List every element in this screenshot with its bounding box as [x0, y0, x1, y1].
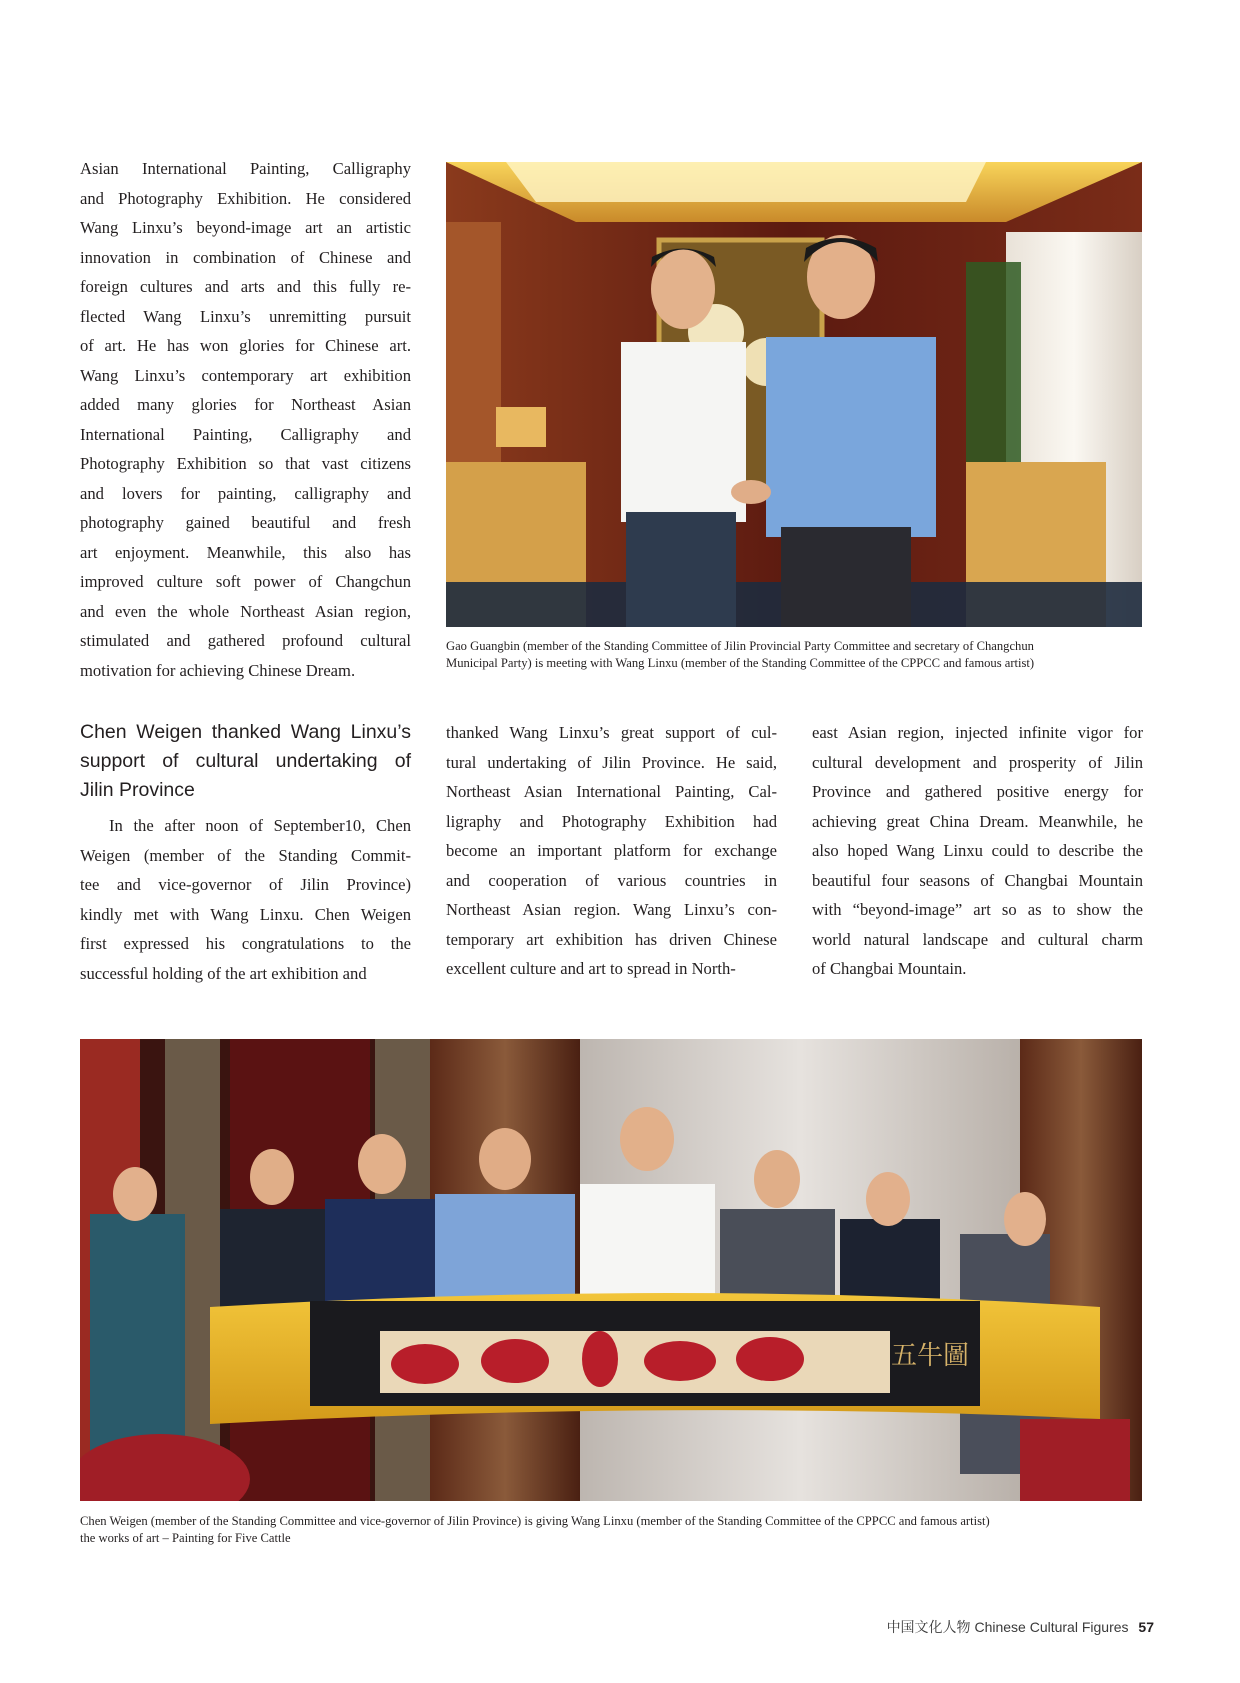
text-line: Northeast Asian region. Wang Linxu’s con- [446, 900, 777, 919]
text-line: Asian International Painting, Calligraphy [80, 159, 411, 178]
text-line: of art. He has won glories for Chinese art. [80, 336, 411, 355]
text-line: cultural development and prosperity of Jilin [812, 752, 1143, 772]
text-line: Weigen (member of the Standing Commit- [80, 845, 411, 865]
text-line: improved culture soft power of Changchun [80, 572, 411, 591]
article-column-2 [446, 718, 777, 984]
text-line: beautiful four seasons of Changbai Mountain [812, 870, 1143, 890]
text-line: temporary art exhibition has driven Chinese [446, 929, 777, 949]
column-1-body [80, 811, 411, 988]
text-line: become an important platform for exchange [446, 841, 777, 860]
text-line: world natural landscape and cultural charm [812, 929, 1143, 949]
caption-line: the works of art – Painting for Five Cattle [80, 1531, 291, 1545]
text-line: Wang Linxu’s contemporary art exhibition [80, 365, 411, 385]
five-cattle-scroll [210, 1293, 1100, 1424]
text-line: kindly met with Wang Linxu. Chen Weigen [80, 904, 411, 924]
text-line: first expressed his congratulations to the [80, 934, 411, 953]
text-line: east Asian region, injected infinite vigor for [812, 723, 1143, 742]
photo-five-cattle-presentation [80, 1039, 1142, 1501]
text-line: added many glories for Northeast Asian [80, 395, 411, 414]
text-line: foreign cultures and arts and this fully re- [80, 277, 411, 296]
text-line: and Photography Exhibition. He considered [80, 188, 411, 208]
caption-line: Chen Weigen (member of the Standing Committee and vice-governor of Jilin Province) is giving Wang Linxu (member of the Standing Committee of the CPPCC and famous artist) [80, 1514, 990, 1528]
page-number: 57 [1138, 1619, 1154, 1635]
heading-line: Jilin Province [80, 779, 195, 801]
text-line: art enjoyment. Meanwhile, this also has [80, 542, 411, 562]
text-line: stimulated and gathered profound cultural [80, 631, 411, 650]
text-line: Wang Linxu’s beyond-image art an artistic [80, 218, 411, 237]
text-line: Province and gathered positive energy for [812, 782, 1143, 801]
text-line: innovation in combination of Chinese and [80, 247, 411, 267]
intro-column [80, 154, 411, 685]
text-line: successful holding of the art exhibition and [80, 963, 367, 983]
photo-handshake-illustration [446, 162, 1142, 627]
text-line: tee and vice-governor of Jilin Province) [80, 875, 411, 894]
text-line: International Painting, Calligraphy and [80, 424, 411, 444]
section-heading [80, 718, 411, 805]
text-line: of Changbai Mountain. [812, 959, 967, 978]
text-line: flected Wang Linxu’s unremitting pursuit [80, 306, 411, 326]
article-column-1 [80, 718, 411, 988]
heading-line: Chen Weigen thanked Wang Linxu’s [80, 721, 411, 743]
text-line: with “beyond-image” art so as to show the [812, 900, 1143, 919]
text-line: ligraphy and Photography Exhibition had [446, 811, 777, 831]
text-line: Photography Exhibition so that vast citizens [80, 454, 411, 473]
scroll-title: 五牛圖 [890, 1341, 970, 1371]
photo-handshake [446, 162, 1142, 627]
text-line: also hoped Wang Linxu could to describe the [812, 841, 1143, 860]
text-line: In the after noon of September10, Chen [109, 816, 411, 835]
page-footer [887, 1617, 1154, 1637]
photo-five-cattle-caption [80, 1513, 1150, 1547]
text-line: excellent culture and art to spread in North- [446, 959, 736, 978]
caption-line: Gao Guangbin (member of the Standing Committee of Jilin Provincial Party Committee and secretary of Changchun [446, 639, 1034, 653]
magazine-name-cn: 中国文化人物 [886, 1619, 971, 1635]
text-line: tural undertaking of Jilin Province. He said, [446, 752, 777, 772]
text-line: achieving great China Dream. Meanwhile, he [812, 811, 1143, 831]
text-line: photography gained beautiful and fresh [80, 513, 411, 532]
text-line: and even the whole Northeast Asian region, [80, 601, 411, 621]
text-line: and cooperation of various countries in [446, 870, 777, 890]
text-line: Northeast Asian International Painting, Cal- [446, 782, 777, 801]
heading-line: support of cultural undertaking of [80, 750, 411, 772]
text-line: thanked Wang Linxu’s great support of cul- [446, 723, 777, 742]
photo-group-illustration [80, 1039, 1142, 1501]
photo-handshake-caption [446, 638, 1146, 672]
caption-line: Municipal Party) is meeting with Wang Linxu (member of the Standing Committee of the CPPCC and famous artist) [446, 656, 1035, 670]
text-line: and lovers for painting, calligraphy and [80, 483, 411, 503]
magazine-name-en: Chinese Cultural Figures [974, 1619, 1129, 1635]
article-column-3 [812, 718, 1143, 984]
text-line: motivation for achieving Chinese Dream. [80, 660, 356, 680]
